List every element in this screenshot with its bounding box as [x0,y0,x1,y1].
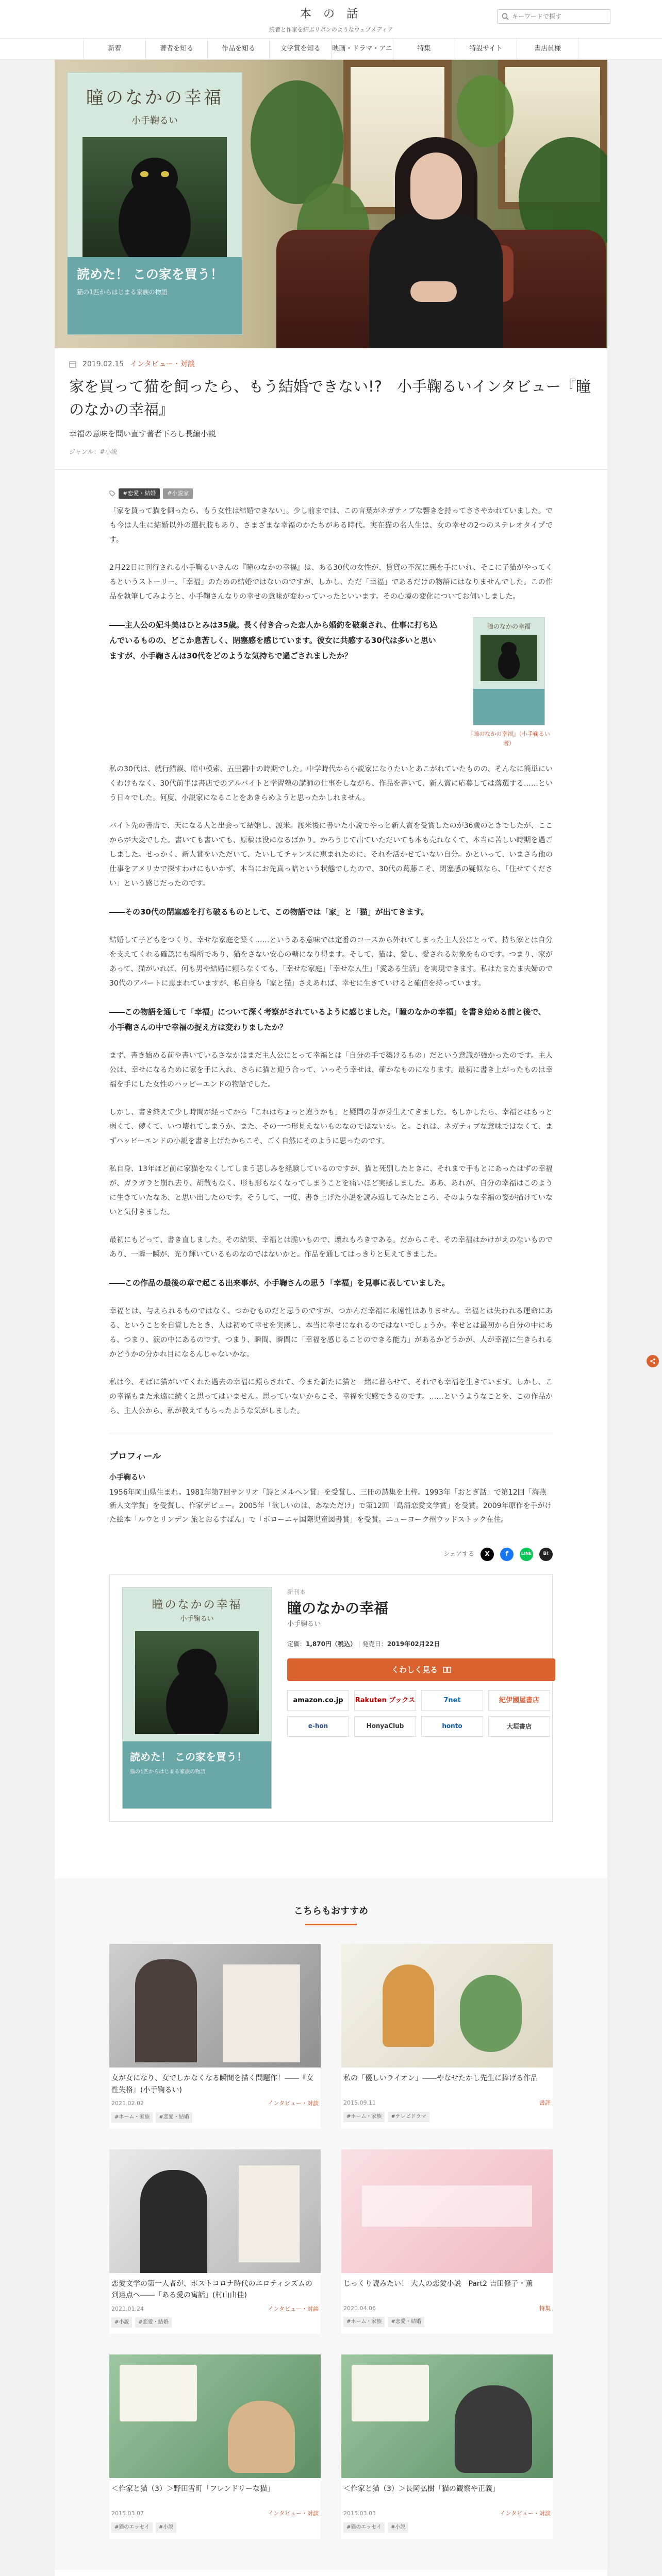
recommend-image [341,1944,553,2067]
profile-heading: プロフィール [109,1451,161,1462]
tag-badge[interactable]: #小説家 [163,488,193,499]
shop-7net[interactable]: 7net [421,1690,483,1711]
recommend-meta [341,2301,553,2313]
hatena-share-icon[interactable]: B! [539,1548,553,1561]
book-cover-image [135,1631,259,1734]
recommend-category: インタビュー・対談 [268,2305,319,2312]
nav-item-media[interactable]: 映画・ドラマ・アニ [331,39,393,59]
recommend-tag[interactable]: #猫のエッセイ [343,2522,385,2533]
book-details [287,1587,555,1809]
shop-honyaclub[interactable]: HonyaClub [354,1716,416,1737]
site-header [0,0,662,38]
recommend-tags [109,2313,321,2334]
recommend-image [109,2149,321,2273]
recommend-image-shape [352,2365,429,2421]
cat-head [177,1649,217,1684]
shop-honto[interactable]: honto [421,1716,483,1737]
recommend-image-shape [460,1975,522,2052]
shop-rakuten[interactable]: Rakuten ブックス [354,1690,416,1711]
calendar-icon [69,361,76,368]
book-icon [443,1666,451,1673]
recommend-tag[interactable]: #小説 [156,2522,176,2533]
profile-name: 小手鞠るい [109,1473,145,1482]
interview-question: ――この作品の最後の章で起こる出来事が、小手鞠さんの思う「幸福」を見事に表していました。 [109,1278,450,1288]
recommend-date: 2015.03.03 [343,2510,376,2517]
recommend-category: 特集 [539,2304,551,2312]
profile-text: 1956年岡山県生まれ。1981年第7回サンリオ「詩とメルヘン賞」を受賞し、三冊の詩集を上梓。1993年「おとぎ話」で第12回「海燕新人文学賞」を受賞し、作家デビュー。2005年「欲しいのは、あなただけ」で第12回「島清恋愛文学賞」を受賞。2009年原作を手がけた絵本「ルウとリンデン 旅とおるすばん」で「ボローニャ国際児童図書賞」を受賞。ニューヨーク州ウッドストック在住。 [109,1488,552,1524]
book-cover-band [123,1741,271,1808]
hero-book-cover [67,72,242,335]
recommend-grid [109,1944,553,2538]
recommend-tag[interactable]: #ホーム・家族 [343,2317,385,2327]
recommend-image [109,2354,321,2478]
recommend-tag[interactable]: #ホーム・家族 [111,2112,153,2123]
hero-author-hands [410,281,457,302]
shop-links [287,1690,555,1737]
answer-paragraph: 私は今、そばに猫がいてくれた過去の幸福に照らされて、今また新たに猫と一緒に暮らせて、それでも幸福を生きています。しかし、この幸福もまた永遠に続くと思ってはいません。思っていないからこそ、幸福を実感できるのです。……というようなことを、この作品から、主人公から、私が教えてもらったような気がしました。 [109,1378,553,1416]
article-body [55,470,607,1842]
search-icon [502,13,509,20]
hero-author-face [410,152,462,219]
answer-paragraph: 幸福とは、与えられるものではなく、つかむものだと思うのですが、つかんだ幸福に永遠性はありません。幸福とは失われる運命にある、ということを自覚したとき、人は初めて幸せを実感し、本当に幸せになれるのではないでしょうか。幸せとは最初から自分の中にある、つまり、涙の中にあるのです。つまり、瞬間、瞬間に「幸福を感じることのできる能力」があるかどうかが、人が幸福に生きられるかどうかの分かれ目になるんじゃないかな。 [109,1307,553,1359]
article-date: 2019.02.15 [82,360,124,368]
side-book[interactable] [465,617,553,748]
book-info-box [109,1574,553,1822]
article-meta [55,348,607,370]
recommend-image-shape [362,2185,532,2227]
nav-item-new[interactable]: 新着 [84,39,145,59]
date-label: 発売日： [362,1640,387,1648]
recommend-meta [109,2096,321,2108]
recommend-meta [341,2095,553,2108]
nav-item-awards[interactable]: 文学賞を知る [269,39,331,59]
nav-item-special-sites[interactable]: 特設サイト [455,39,517,59]
cover-band [68,257,242,334]
recommend-section [55,1878,607,2570]
recommend-image-shape [228,2401,295,2473]
book-band-title: 読めた！ この家を買う！ [130,1750,247,1763]
nav-item-booksellers[interactable]: 書店員様 [517,39,578,59]
recommend-category: インタビュー・対談 [268,2510,319,2517]
side-book-caption[interactable]: 『瞳のなかの幸福』（小手鞠るい 著） [468,731,550,747]
nav-item-works[interactable]: 作品を知る [207,39,269,59]
article-tags [109,488,553,499]
facebook-share-icon[interactable]: f [500,1548,514,1561]
intro-paragraph: 2月22日に刊行される小手鞠るいさんの『瞳のなかの幸福』は、ある30代の女性が、賃貸の不況に悪を手にいれ、そこに子猫がやってくるというストーリー。「幸福」のための結婚ではないのですが、しかし、ただ「幸福」であるだけの物語にはなりませんでした。この作品を執筆してみようと、小手鞠さんなりの幸せの意味が変わっていったといいます。その心境の変化についてお伺いしました。 [109,564,553,601]
side-book-cover-band [473,689,544,725]
recommend-meta [109,2301,321,2314]
recommend-category: インタビュー・対談 [268,2100,319,2107]
book-cover-title: 瞳のなかの幸福 [152,1598,242,1612]
recommend-date: 2015.09.11 [343,2099,376,2107]
book-details-button[interactable] [287,1658,555,1681]
hero-plant [457,75,514,147]
book-details-button-label: くわしく見る [391,1665,438,1674]
recommend-image-shape [383,1964,434,2047]
recommend-tags [341,2108,553,2128]
book-cover[interactable] [122,1587,272,1809]
nav-item-features[interactable]: 特集 [393,39,455,59]
answer-paragraph: 私自身、13年ほど前に家猫をなくしてしまう悲しみを経験しているのですが、猫と死別したときに、それまで手もとにあったはずの幸福が、ガラガラと崩れ去り、胡散もなく、形も形もなくなってしまうことを痛いほど実感しました。ああ、あれが、自分の幸福はこのように生きていたなあ、と思い出したのです。そうして、一度、書き上げた小説を読み返してみたところ、そのような幸福の姿が描けていないと気付きました。 [109,1165,553,1217]
hero-image [55,60,607,348]
shop-amazon[interactable]: amazon.co.jp [287,1690,349,1711]
search-input[interactable] [512,13,605,20]
search-box[interactable] [497,9,610,24]
recommend-image [109,1944,321,2067]
nav-item-authors[interactable]: 著者を知る [145,39,207,59]
interview-question: ――この物語を通して「幸福」について深く考察がされているように感じました。「瞳のなかの幸福」を書き始める前と後で、小手鞠さんの中で幸福の捉え方は変わりましたか？ [109,1007,546,1032]
intro-paragraph: 「家を買って猫を飼ったら、もう女性は結婚できない」。少し前までは、この言葉がネガティブな響きを持ってささやかれていました。でも今は人生に結婚以外の選択肢もあり、さまざまな幸福のかたちがある時代。実在猫の名人生は、女の幸せの2つのステレオタイプです。 [109,507,553,545]
shop-kinokuniya[interactable]: 紀伊國屋書店 [488,1690,550,1711]
side-book-cover [473,617,545,725]
logo-text: 本 の 話 [300,8,362,21]
recommend-category: インタビュー・対談 [500,2510,551,2517]
recommend-tag[interactable]: #恋愛・結婚 [156,2112,192,2123]
recommend-title: 恋愛文学の第一人者が、ポストコロナ時代のエロティシズムの到達点へ――「ある愛の寓話」(村山由佳) [111,2279,312,2300]
answer-paragraph: 最初にもどって、書き直しました。その結果、幸福とは脆いもので、壊れもろきである。だからこそ、その幸福はかけがえのないものであり、一瞬一瞬が、光り輝いているものなのではないかと。作品を通してはっきりと見えてきました。 [109,1236,553,1259]
answer-paragraph: バイト先の書店で、天になる人と出会って結婚し、渡米。渡米後に書いた小説でやっと新人賞を受賞したのが36歳のときでしたが、ここからが大変でした。書いても書いても、原稿は没になるばかり。かろうじて出ていただいても本も売れなくて、本当に苦しい時期を過ごしました。せっかく、新人賞をいただいて、たいしてチャンスに恵まれたのに、それを活かせていない自分。かといって、いまさら他の仕事をアメリカで探すわけにもいかず、本当にお先真っ暗という状態でしたので、30代の葛藤こそ、閉塞感の疑似なら、「住せてください」という感じだったのです。 [109,822,553,888]
line-share-icon[interactable]: LINE [520,1548,533,1561]
cat-head [131,158,178,199]
recommend-image-shape [238,2165,300,2263]
recommend-image-shape [135,1959,197,2062]
heading-underline [305,1924,357,1925]
recommend-tag[interactable]: #ホーム・家族 [343,2112,385,2122]
shop-ehon[interactable]: e-hon [287,1716,349,1737]
side-book-cover-title: 瞳のなかの幸福 [487,623,531,631]
x-share-icon[interactable]: X [481,1548,494,1561]
recommend-image-shape [455,2385,532,2473]
recommend-category: 書評 [539,2099,551,2107]
book-price: 1,870円（税込） [306,1640,356,1648]
recommend-meta [341,2506,553,2518]
answer-paragraph: しかし、書き終えて少し時間が経ってから「これはちょっと違うかも」と疑問の芽が芽生えてきました。もしかしたら、幸福とはもっと弱くて、儚くて、いつ壊れてしまうか、また、その一つ形見えないものなのではないか。と。これは、ネガティブな意味ではなくて、まずハッピーエンドの小説を書き上げたからこそ、ごく自然にそのように思ったのです。 [109,1108,553,1146]
cover-author: 小手鞠るい [131,115,178,127]
floating-share-button[interactable] [647,1355,659,1367]
recommend-title: 女が女になり、女でしかなくなる瞬間を描く問題作！――『女性失格』(小手鞠るい) [111,2074,313,2094]
answer-paragraph: 結婚して子どもをつくり、幸せな家庭を築く……というある意味では定番のコースから外れてしまった主人公にとって、持ち家とは自分を支えてくれる確認にも場所であり、猫をさない安心の糖になり得ます。そして、猫は、愛し、愛される対象をものです。つまり、家があって、猫がいれば、何も男や結婚に頼らなくても、「幸せな家庭」「幸せな人生」「愛ある生活」を実現できます。私はたまたま夫婦ので30代のアパートに恵まれていますが、私自身も「家と猫」さえあれば、幸せに生きていけると確信を持っています。 [109,936,553,988]
recommend-card[interactable] [341,2149,553,2334]
book-label: 新刊本 [287,1588,306,1596]
article-title: 家を買って猫を飼ったら、もう結婚できない!? 小手鞠るいインタビュー『瞳のなかの幸福』 [69,378,591,419]
share-icon [650,1358,656,1364]
share-label: シェアする [443,1550,474,1557]
recommend-title: ＜作家と猫（3）＞長岡弘樹「猫の観察や正義」 [343,2485,500,2494]
recommend-card[interactable] [341,1944,553,2128]
recommend-tag[interactable]: #恋愛・結婚 [388,2317,424,2327]
recommend-tag[interactable]: #小説 [111,2317,132,2328]
recommend-tag[interactable]: #恋愛・結婚 [135,2317,171,2328]
recommend-tag[interactable]: #小説 [388,2522,408,2533]
present-section [55,2570,607,2576]
interview-question: ――その30代の閉塞感を打ち破るものとして、この物語では「家」と「猫」が出てきます。 [109,907,429,917]
recommend-card[interactable] [341,2354,553,2539]
recommend-tags [341,2313,553,2333]
recommend-date: 2015.03.07 [111,2510,144,2517]
recommend-tag[interactable]: #テレビドラマ [388,2112,429,2122]
tag-icon [109,490,115,497]
recommend-title: じっくり読みたい！ 大人の恋愛小説 Part2 吉田修子・薫 [343,2279,533,2288]
book-title: 瞳のなかの幸福 [287,1599,389,1617]
recommend-card[interactable] [109,2149,321,2334]
recommend-image-shape [140,2170,207,2273]
price-label: 定価： [287,1640,306,1648]
recommend-tags [109,2518,321,2539]
answer-paragraph: まず、書き始める前や書いているさなかはまだ主人公にとって幸福とは「自分の手で築けるもの」だという意識が強かったのです。主人公は、幸せになるために家を手に入れ、さらに猫と迎う合って、いっそう幸せは、確かなものになります。最初に書き上がったものは幸福を手にした女性のハッピーエンドの物語でした。 [109,1052,553,1089]
site-tagline: 読者と作家を結ぶリボンのようなウェブメディア [269,26,393,33]
recommend-image [341,2354,553,2478]
recommend-date: 2021.01.24 [111,2305,144,2312]
article-genre[interactable]: ジャンル：#小説 [55,440,607,470]
recommend-card[interactable] [109,1944,321,2128]
book-release-date: 2019年02月22日 [387,1640,440,1648]
recommend-date: 2021.02.02 [111,2100,144,2107]
recommend-tags [109,2108,321,2129]
book-band-text: 猫の1匹からはじまる家族の物語 [130,1769,206,1775]
interview-question: ――主人公の妃斗美はひとみは35歳。長く付き合った恋人から婚約を破棄され、仕事に打ち込んでいるものの、どこか息苦しく、閉塞感を感じています。彼女に共感する30代は多いと思いますが、小手鞠さんは30代をどのような気持ちで過ごされましたか？ [109,620,438,661]
answer-paragraph: 私の30代は、就行錯誤、暗中模索、五里霧中の時期でした。中学時代から小説家になりたいとあこがれていたものの、そんなに簡単にいくわけもなく、30代前半は書店でのアルバイトと学習塾の講師の仕事をしながら、作品を書いて、新人賞に応募しては落選する……という日々でした。何度、小説家になることをあきらめようと思ったかしれません。 [109,765,553,803]
recommend-title: ＜作家と猫（3）＞野田雪町「フレンドリーな猫」 [111,2485,274,2494]
article-lead: 幸福の意味を問い直す著者下ろし長編小説 [69,429,217,439]
book-author[interactable]: 小手鞠るい [287,1620,321,1628]
recommend-meta [109,2506,321,2518]
cover-cat-image [82,137,227,266]
book-price-row: 定価：1,870円（税込） | 発売日：2019年02月22日 [287,1640,440,1648]
tag-badge[interactable]: #恋愛・結婚 [119,488,160,499]
recommend-image [341,2149,553,2273]
recommend-date: 2020.04.06 [343,2304,376,2312]
book-cover-author: 小手鞠るい [180,1615,214,1623]
article-category[interactable]: インタビュー・対談 [130,360,195,368]
recommend-tags [341,2518,553,2539]
recommend-card[interactable] [109,2354,321,2539]
question-with-book [109,617,553,748]
recommend-title: 私の「優しいライオン」――やなせたかし先生に捧げる作品 [343,2074,538,2083]
global-nav [0,38,662,60]
cover-band-text: 猫の1匹からはじまる家族の物語 [77,288,168,296]
recommend-image-shape [223,1964,300,2062]
recommend-heading: こちらもおすすめ [293,1905,369,1917]
cover-title: 瞳のなかの幸福 [86,88,223,108]
side-book-cover-image [481,635,537,681]
recommend-image-shape [120,2365,197,2421]
recommend-tag[interactable]: #猫のエッセイ [111,2522,153,2533]
share-bar [109,1548,553,1561]
cover-band-title: 読めた！ この家を買う！ [77,267,223,282]
shop-ogaki[interactable]: 大垣書店 [488,1716,550,1737]
main-content [55,60,607,2576]
